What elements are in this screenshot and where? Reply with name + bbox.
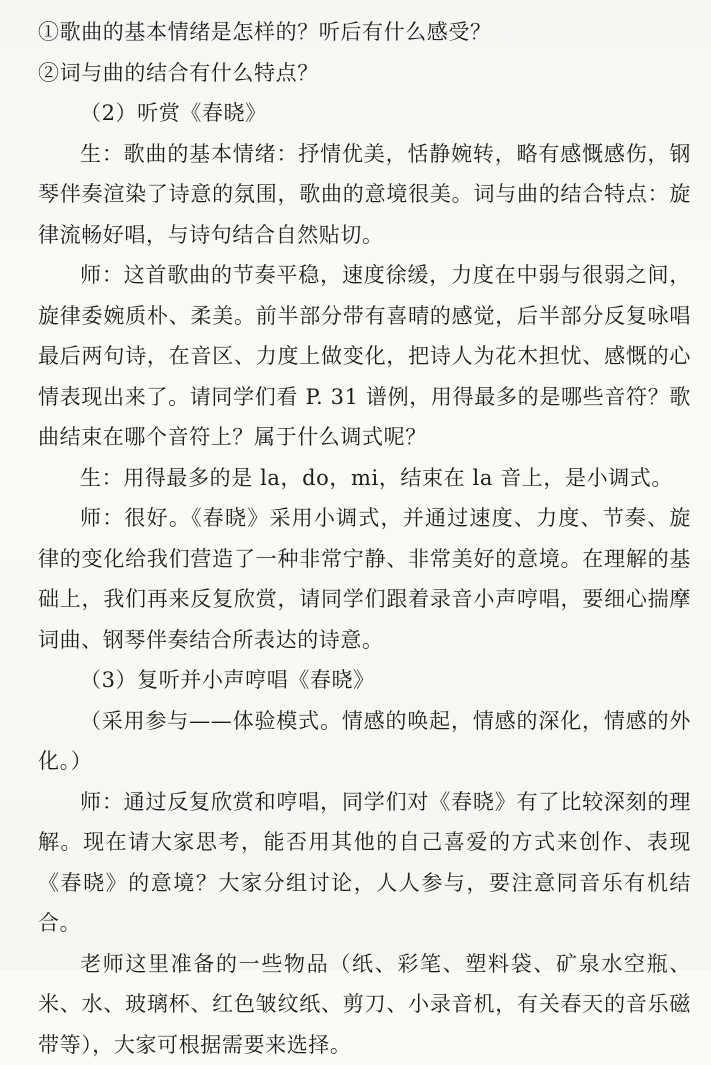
materials-list: 老师这里准备的一些物品（纸、彩笔、塑料袋、矿泉水空瓶、米、水、玻璃杯、红色皱纹纸、剪刀、小录音机，有关春天的音乐磁带等），大家可根据需要来选择。: [38, 944, 691, 1065]
question-two: ②词与曲的结合有什么特点？: [38, 53, 691, 94]
method-note: （采用参与——体验模式。情感的唤起，情感的深化，情感的外化。）: [38, 701, 691, 782]
teacher-summary-mode: 师：很好。《春晓》采用小调式，并通过速度、力度、节奏、旋律的变化给我们营造了一种非常宁静、非常美好的意境。在理解的基础上，我们再来反复欣赏，请同学们跟着录音小声哼唱，要细心揣摩词曲、钢琴伴奏结合所表达的诗意。: [38, 498, 691, 660]
student-answer-mood: 生：歌曲的基本情绪：抒情优美，恬静婉转，略有感慨感伤，钢琴伴奏渲染了诗意的氛围，歌曲的意境很美。词与曲的结合特点：旋律流畅好唱，与诗句结合自然贴切。: [38, 134, 691, 256]
student-answer-mode: 生：用得最多的是 la，do，mi，结束在 la 音上，是小调式。: [38, 458, 691, 499]
section-heading-hum: （3）复听并小声哼唱《春晓》: [38, 660, 691, 701]
teacher-explanation-rhythm: 师：这首歌曲的节奏平稳，速度徐缓，力度在中弱与很弱之间，旋律委婉质朴、柔美。前半部分带有喜晴的感觉，后半部分反复咏唱最后两句诗，在音区、力度上做变化，把诗人为花木担忧、感慨的心情表现出来了。请同学们看 P. 31 谱例，用得最多的是哪些音符？歌曲结束在哪个音符上？属于什么调式呢？: [38, 255, 691, 458]
question-one: ①歌曲的基本情绪是怎样的？听后有什么感受？: [38, 12, 691, 53]
teacher-prompt-create: 师：通过反复欣赏和哼唱，同学们对《春晓》有了比较深刻的理解。现在请大家思考，能否用其他的自己喜爱的方式来创作、表现《春晓》的意境？大家分组讨论，人人参与，要注意同音乐有机结合。: [38, 782, 691, 944]
section-heading-listen: （2）听赏《春晓》: [38, 93, 691, 134]
